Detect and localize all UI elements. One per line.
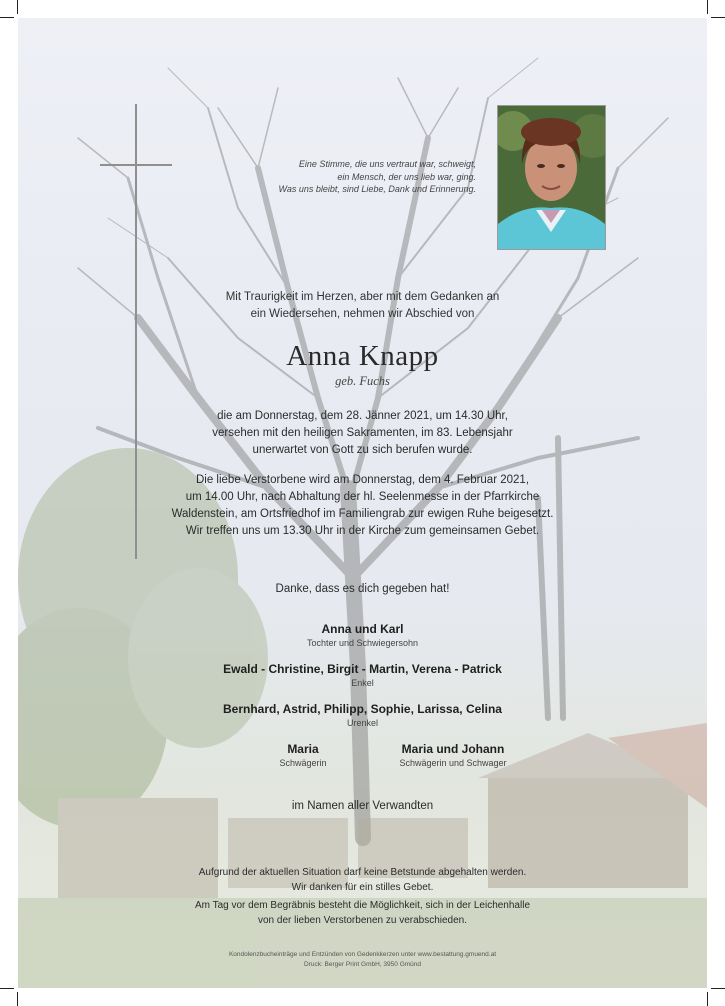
mourner-names: Ewald - Christine, Birgit - Martin, Verena - Patrick <box>223 662 502 676</box>
crop-mark <box>707 0 708 14</box>
funeral-line: Wir treffen uns um 13.30 Uhr in der Kirche zum gemeinsamen Gebet. <box>185 525 540 537</box>
funeral-line: Die liebe Verstorbene wird am Donnerstag, dem 4. Februar 2021, <box>195 474 530 486</box>
on-behalf-line: im Namen aller Verwandten <box>291 800 434 812</box>
cross-horizontal-bar <box>100 164 172 166</box>
mourner-names: Bernhard, Astrid, Philipp, Sophie, Larissa, Celina <box>223 702 502 716</box>
mourner-group <box>18 662 707 688</box>
farewell-line: Am Tag vor dem Begräbnis besteht die Möglichkeit, sich in der Leichenhalle <box>195 900 530 911</box>
farewell-notice <box>18 899 707 928</box>
mourner-group <box>18 702 707 728</box>
crop-mark <box>711 988 725 989</box>
funeral-line: um 14.00 Uhr, nach Abhaltung der hl. Seelenmesse in der Pfarrkirche <box>185 491 540 503</box>
covid-line: Wir danken für ein stilles Gebet. <box>291 881 434 893</box>
intro-line: Mit Traurigkeit im Herzen, aber mit dem Gedanken an <box>225 291 500 303</box>
mourner-relation: Schwägerin <box>279 758 327 768</box>
mourner-names: Anna und Karl <box>321 622 404 636</box>
death-notice <box>18 408 707 459</box>
covid-line: Aufgrund der aktuellen Situation darf keine Betstunde abgehalten werden. <box>198 867 527 878</box>
mourner-relation: Tochter und Schwiegersohn <box>306 638 419 648</box>
footer <box>18 950 707 970</box>
portrait-photo <box>497 105 606 250</box>
memorial-verse <box>218 158 476 196</box>
funeral-line: Waldenstein, am Ortsfriedhof im Familiengrab zur ewigen Ruhe beigesetzt. <box>171 508 554 520</box>
verse-line: ein Mensch, der uns lieb war, ging. <box>337 171 476 182</box>
birth-name: geb. Fuchs <box>335 374 390 388</box>
mourner-group <box>18 622 707 648</box>
thanks-line: Danke, dass es dich gegeben hat! <box>275 583 450 595</box>
intro-line: ein Wiedersehen, nehmen wir Abschied von <box>250 308 475 320</box>
mourner-relation: Enkel <box>351 678 374 688</box>
crop-mark <box>0 17 14 18</box>
notice-line: unerwartet von Gott zu sich berufen wurde. <box>252 444 473 456</box>
mourner-names: Maria und Johann <box>401 742 505 756</box>
intro-text <box>18 289 707 323</box>
crop-mark <box>711 17 725 18</box>
verse-line: Eine Stimme, die uns vertraut war, schweigt, <box>298 159 476 169</box>
notice-line: die am Donnerstag, dem 28. Jänner 2021, um 14.30 Uhr, <box>217 410 508 422</box>
mourner-relation: Schwägerin und Schwager <box>399 758 507 768</box>
farewell-line: von der lieben Verstorbenen zu verabschieden. <box>257 914 468 926</box>
footer-printer: Druck: Berger Print GmbH, 3950 Gmünd <box>303 961 422 968</box>
crop-mark <box>17 992 18 1006</box>
crop-mark <box>707 992 708 1006</box>
mourner-relation: Urenkel <box>346 718 378 728</box>
notice-line: versehen mit den heiligen Sakramenten, im 83. Lebensjahr <box>212 427 513 439</box>
mourner-names: Maria <box>287 742 319 756</box>
verse-line: Was uns bleibt, sind Liebe, Dank und Erinnerung. <box>278 184 476 194</box>
deceased-name: Anna Knapp <box>286 340 439 372</box>
crop-mark <box>17 0 18 14</box>
mourner-group <box>243 742 363 768</box>
covid-notice <box>18 866 707 895</box>
crop-mark <box>0 988 14 989</box>
funeral-details <box>18 472 707 540</box>
mourner-group <box>378 742 528 768</box>
footer-condolence: Kondolenzbucheinträge und Entzünden von Gedenkkerzen unter www.bestattung.gmuend.at <box>228 951 497 958</box>
obituary-sheet <box>18 18 707 988</box>
